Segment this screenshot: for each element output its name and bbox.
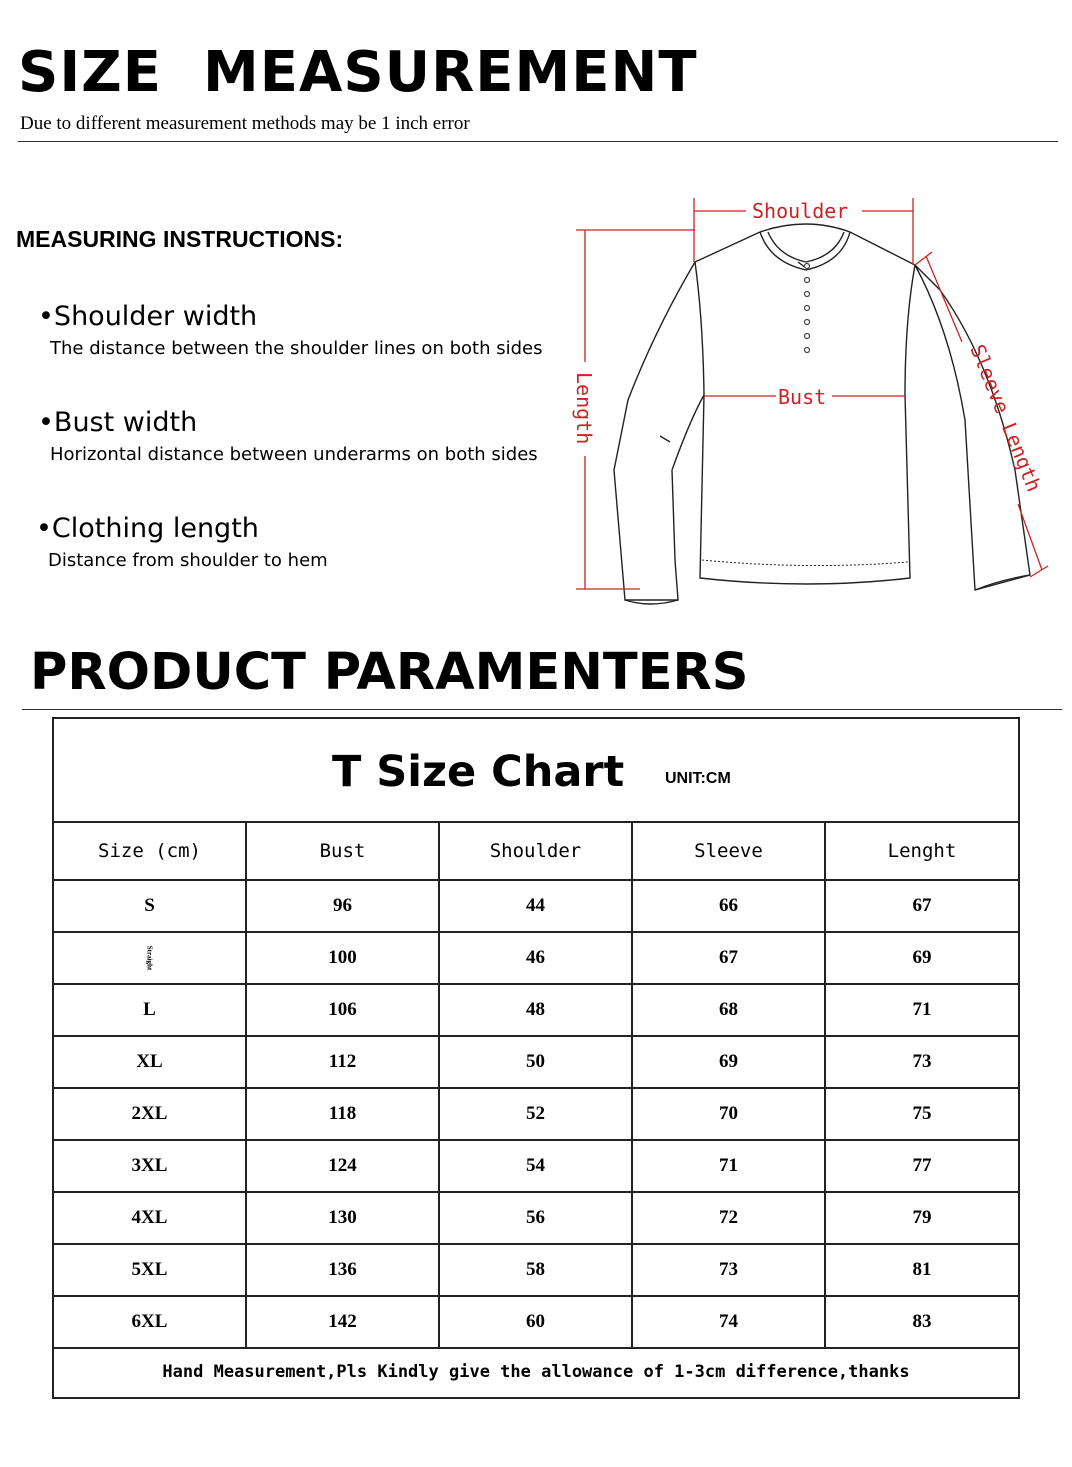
shoulder-cell: 50 — [440, 1037, 633, 1087]
size-cell — [54, 933, 247, 983]
sleeve-cell: 71 — [633, 1141, 826, 1191]
bust-width-title: •Bust width — [38, 407, 198, 438]
bust-cell: 136 — [247, 1245, 440, 1295]
shoulder-width-title: •Shoulder width — [38, 301, 258, 332]
table-title-row — [54, 719, 1018, 823]
size-chart-table — [52, 717, 1020, 1399]
bust-cell: 142 — [247, 1297, 440, 1347]
length-cell: 81 — [912, 1259, 932, 1280]
sleeve-cell: 68 — [633, 985, 826, 1035]
chart-title: T Size Chart — [332, 747, 625, 797]
clothing-length-title: •Clothing length — [36, 513, 259, 544]
bust-cell: 118 — [247, 1089, 440, 1139]
size-cell: 4XL — [54, 1193, 247, 1243]
size-cell: 5XL — [54, 1245, 247, 1295]
shoulder-cell: 60 — [440, 1297, 633, 1347]
length-cell: 71 — [912, 999, 932, 1020]
bust-cell: 96 — [247, 881, 440, 931]
table-row — [54, 1037, 1018, 1089]
table-row — [54, 985, 1018, 1037]
clothing-length-desc: Distance from shoulder to hem — [48, 550, 328, 571]
shoulder-cell: 52 — [440, 1089, 633, 1139]
sleeve-cell: 69 — [633, 1037, 826, 1087]
header-divider — [18, 141, 1058, 142]
size-cell: 3XL — [54, 1141, 247, 1191]
table-header-row — [54, 823, 1018, 881]
length-cell: 67 — [912, 895, 932, 916]
section-divider — [22, 709, 1062, 710]
sleeve-cell: 67 — [633, 933, 826, 983]
unit-label: UNIT:CM — [665, 770, 731, 787]
length-label: Length — [572, 372, 596, 445]
bust-cell: 100 — [247, 933, 440, 983]
column-header: Lenght — [887, 840, 957, 862]
table-row — [54, 1245, 1018, 1297]
sleeve-cell: 74 — [633, 1297, 826, 1347]
table-footnote: Hand Measurement,Pls Kindly give the allowance of 1-3cm difference,thanks — [162, 1362, 910, 1382]
size-cell-text: Straight — [145, 945, 154, 971]
table-row — [54, 933, 1018, 985]
length-cell: 79 — [912, 1207, 932, 1228]
sleeve-cell: 72 — [633, 1193, 826, 1243]
table-row — [54, 1089, 1018, 1141]
column-header: Bust — [247, 823, 440, 879]
bust-width-desc: Horizontal distance between underarms on both sides — [50, 444, 538, 465]
shoulder-cell: 46 — [440, 933, 633, 983]
bust-label: Bust — [778, 385, 827, 409]
sleeve-cell: 73 — [633, 1245, 826, 1295]
shoulder-cell: 56 — [440, 1193, 633, 1243]
table-row — [54, 1297, 1018, 1349]
bust-cell: 106 — [247, 985, 440, 1035]
sleeve-length-label: Sleeve Length — [965, 340, 1047, 496]
shoulder-label: Shoulder — [752, 199, 849, 223]
bust-cell: 130 — [247, 1193, 440, 1243]
page-subtitle: Due to different measurement methods may be 1 inch error — [20, 113, 470, 134]
bust-cell: 124 — [247, 1141, 440, 1191]
sleeve-cell: 66 — [633, 881, 826, 931]
column-header: Size (cm) — [54, 823, 247, 879]
tshirt-diagram — [560, 190, 1072, 620]
shoulder-cell: 54 — [440, 1141, 633, 1191]
length-cell: 69 — [912, 947, 932, 968]
bust-cell: 112 — [247, 1037, 440, 1087]
shoulder-cell: 58 — [440, 1245, 633, 1295]
length-cell: 77 — [912, 1155, 932, 1176]
table-row — [54, 1141, 1018, 1193]
size-cell: S — [54, 881, 247, 931]
size-cell: XL — [54, 1037, 247, 1087]
shoulder-width-desc: The distance between the shoulder lines on both sides — [50, 338, 543, 359]
sleeve-cell: 70 — [633, 1089, 826, 1139]
table-row — [54, 1193, 1018, 1245]
shoulder-cell: 44 — [440, 881, 633, 931]
size-cell: 2XL — [54, 1089, 247, 1139]
shoulder-cell: 48 — [440, 985, 633, 1035]
table-row — [54, 881, 1018, 933]
size-cell: 6XL — [54, 1297, 247, 1347]
page-title: SIZE MEASUREMENT — [18, 40, 698, 105]
section-title: PRODUCT PARAMENTERS — [30, 643, 749, 702]
instructions-heading: MEASURING INSTRUCTIONS: — [16, 226, 344, 252]
length-cell: 83 — [912, 1311, 932, 1332]
size-cell: L — [54, 985, 247, 1035]
length-cell: 75 — [912, 1103, 932, 1124]
column-header: Sleeve — [633, 823, 826, 879]
column-header: Shoulder — [440, 823, 633, 879]
length-cell: 73 — [912, 1051, 932, 1072]
